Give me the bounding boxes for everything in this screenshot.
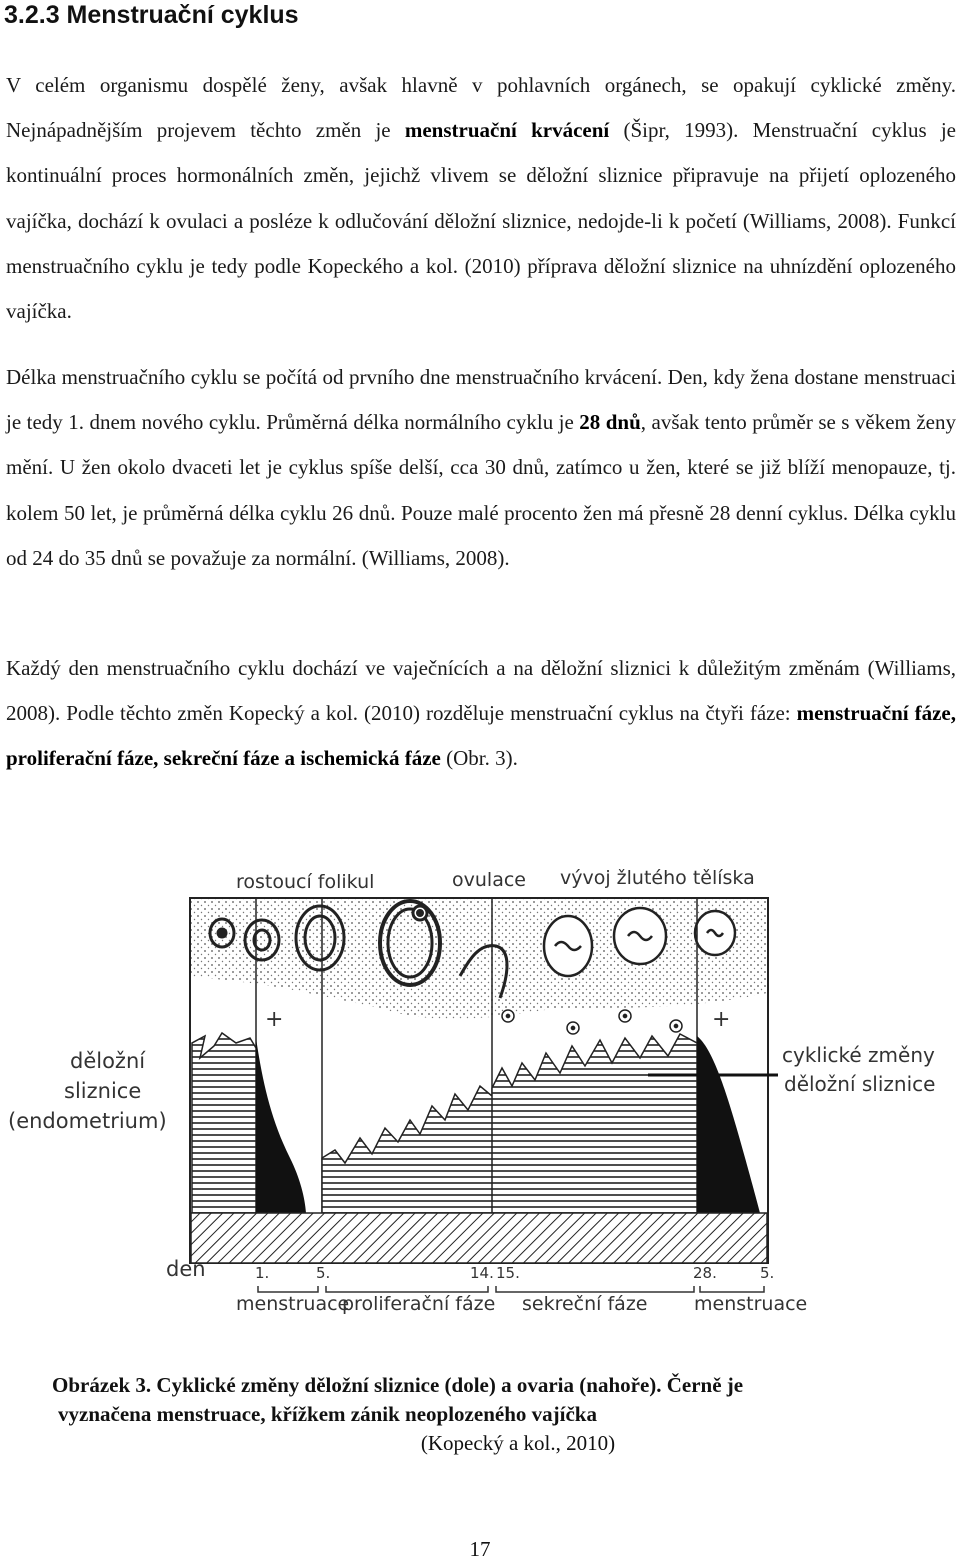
paragraph-1-text-a: V celém organismu dospělé ženy, avšak hlavně v pohlavních orgánech, se opakují cyklické změny. Nejnápadnějším projevem těchto změn je xyxy=(6,73,956,143)
figure-caption-line-2: vyznačena menstruace, křížkem zánik neoplozeného vajíčka xyxy=(58,1402,597,1426)
label-cyclic-changes-1: cyklické změny xyxy=(782,1043,935,1067)
paragraph-1-bold: menstruační krvácení xyxy=(404,118,610,143)
paragraph-3-text-a: Každý den menstruačního cyklu dochází ve vaječnících a na děložní sliznici k důležitým změnám (Williams, 2008). Podle těchto změn Kopecký a kol. (2010) rozděluje menstruační cyklus na čtyři fáze: xyxy=(6,656,956,726)
label-growing-follicle: rostoucí folikul xyxy=(236,871,375,893)
day-5: 5. xyxy=(316,1264,331,1282)
plus-mark-2: + xyxy=(712,1007,731,1032)
section-heading: 3.2.3 Menstruační cyklus xyxy=(4,1,299,29)
day-1: 1. xyxy=(255,1264,270,1282)
label-endometrium-3: (endometrium) xyxy=(8,1109,167,1133)
label-cyclic-changes-2: děložní sliznice xyxy=(784,1072,936,1096)
figure-caption-line-1: Obrázek 3. Cyklické změny děložní sliznice (dole) a ovaria (nahoře). Černě je xyxy=(52,1373,744,1397)
phase-secretory: sekreční fáze xyxy=(522,1293,648,1315)
figure-caption-source: (Kopecký a kol., 2010) xyxy=(420,1431,616,1455)
paragraph-2-text-a: Délka menstruačního cyklu se počítá od prvního dne menstruačního krvácení. Den, kdy žena dostane menstruaci je tedy 1. dnem nového cyklu. Průměrná délka normálního cyklu je xyxy=(6,365,956,435)
paragraph-3-text-c: (Obr. 3). xyxy=(440,746,518,771)
paragraph-1-text-c: (Šipr, 1993). Menstruační cyklus je kontinuální proces hormonálních změn, jejichž vlivem se děložní sliznice připravuje na přijetí oplozeného vajíčka, dochází k ovulaci a posléze k odlučování děložní sliznice, nedojde-li k početí (Williams, 2008). Funkcí menstruačního cyklu je tedy podle Kopeckého a kol. (2010) příprava děložní sliznice na uhnízdění oplozeného vajíčka. xyxy=(6,118,956,324)
label-endometrium-1: děložní xyxy=(70,1049,146,1073)
phase-brackets xyxy=(258,1286,764,1292)
paragraph-2-bold: 28 dnů xyxy=(579,410,641,435)
day-28: 28. xyxy=(693,1264,717,1282)
paragraph-3-bold: menstruační fáze, proliferační fáze, sekreční fáze a ischemická fáze xyxy=(6,701,956,771)
phase-menstruation-2: menstruace xyxy=(694,1293,808,1315)
paragraph-2-text-c: , avšak tento průměr se s věkem ženy mění. U žen okolo dvaceti let je cyklus spíše delší, cca 30 dnů, zatímco u žen, které se již blíží menopauze, tj. kolem 50 let, je průměrná délka cyklu 26 dnů. Pouze malé procento žen má přesně 28 denní cyklus. Délka cyklu od 24 do 35 dnů se považuje za normální. (Williams, 2008). xyxy=(6,410,956,570)
basal-layer xyxy=(191,1213,767,1263)
menstrual-cycle-figure xyxy=(0,858,960,1328)
label-ovulation: ovulace xyxy=(452,869,526,891)
phase-proliferative: proliferační fáze xyxy=(342,1293,496,1315)
paragraph-3 xyxy=(6,646,956,782)
day-5-next: 5. xyxy=(760,1264,775,1282)
paragraph-1 xyxy=(6,63,956,334)
day-14: 14. xyxy=(470,1264,494,1282)
label-endometrium-2: sliznice xyxy=(64,1079,142,1103)
paragraph-2 xyxy=(6,355,956,581)
phase-menstruation-1: menstruace xyxy=(236,1293,350,1315)
label-day: den xyxy=(166,1257,206,1281)
page-number: 17 xyxy=(469,1537,491,1561)
day-15: 15. xyxy=(496,1264,520,1282)
label-corpus-luteum: vývoj žlutého tělíska xyxy=(560,867,755,889)
plus-mark-1: + xyxy=(265,1007,284,1032)
